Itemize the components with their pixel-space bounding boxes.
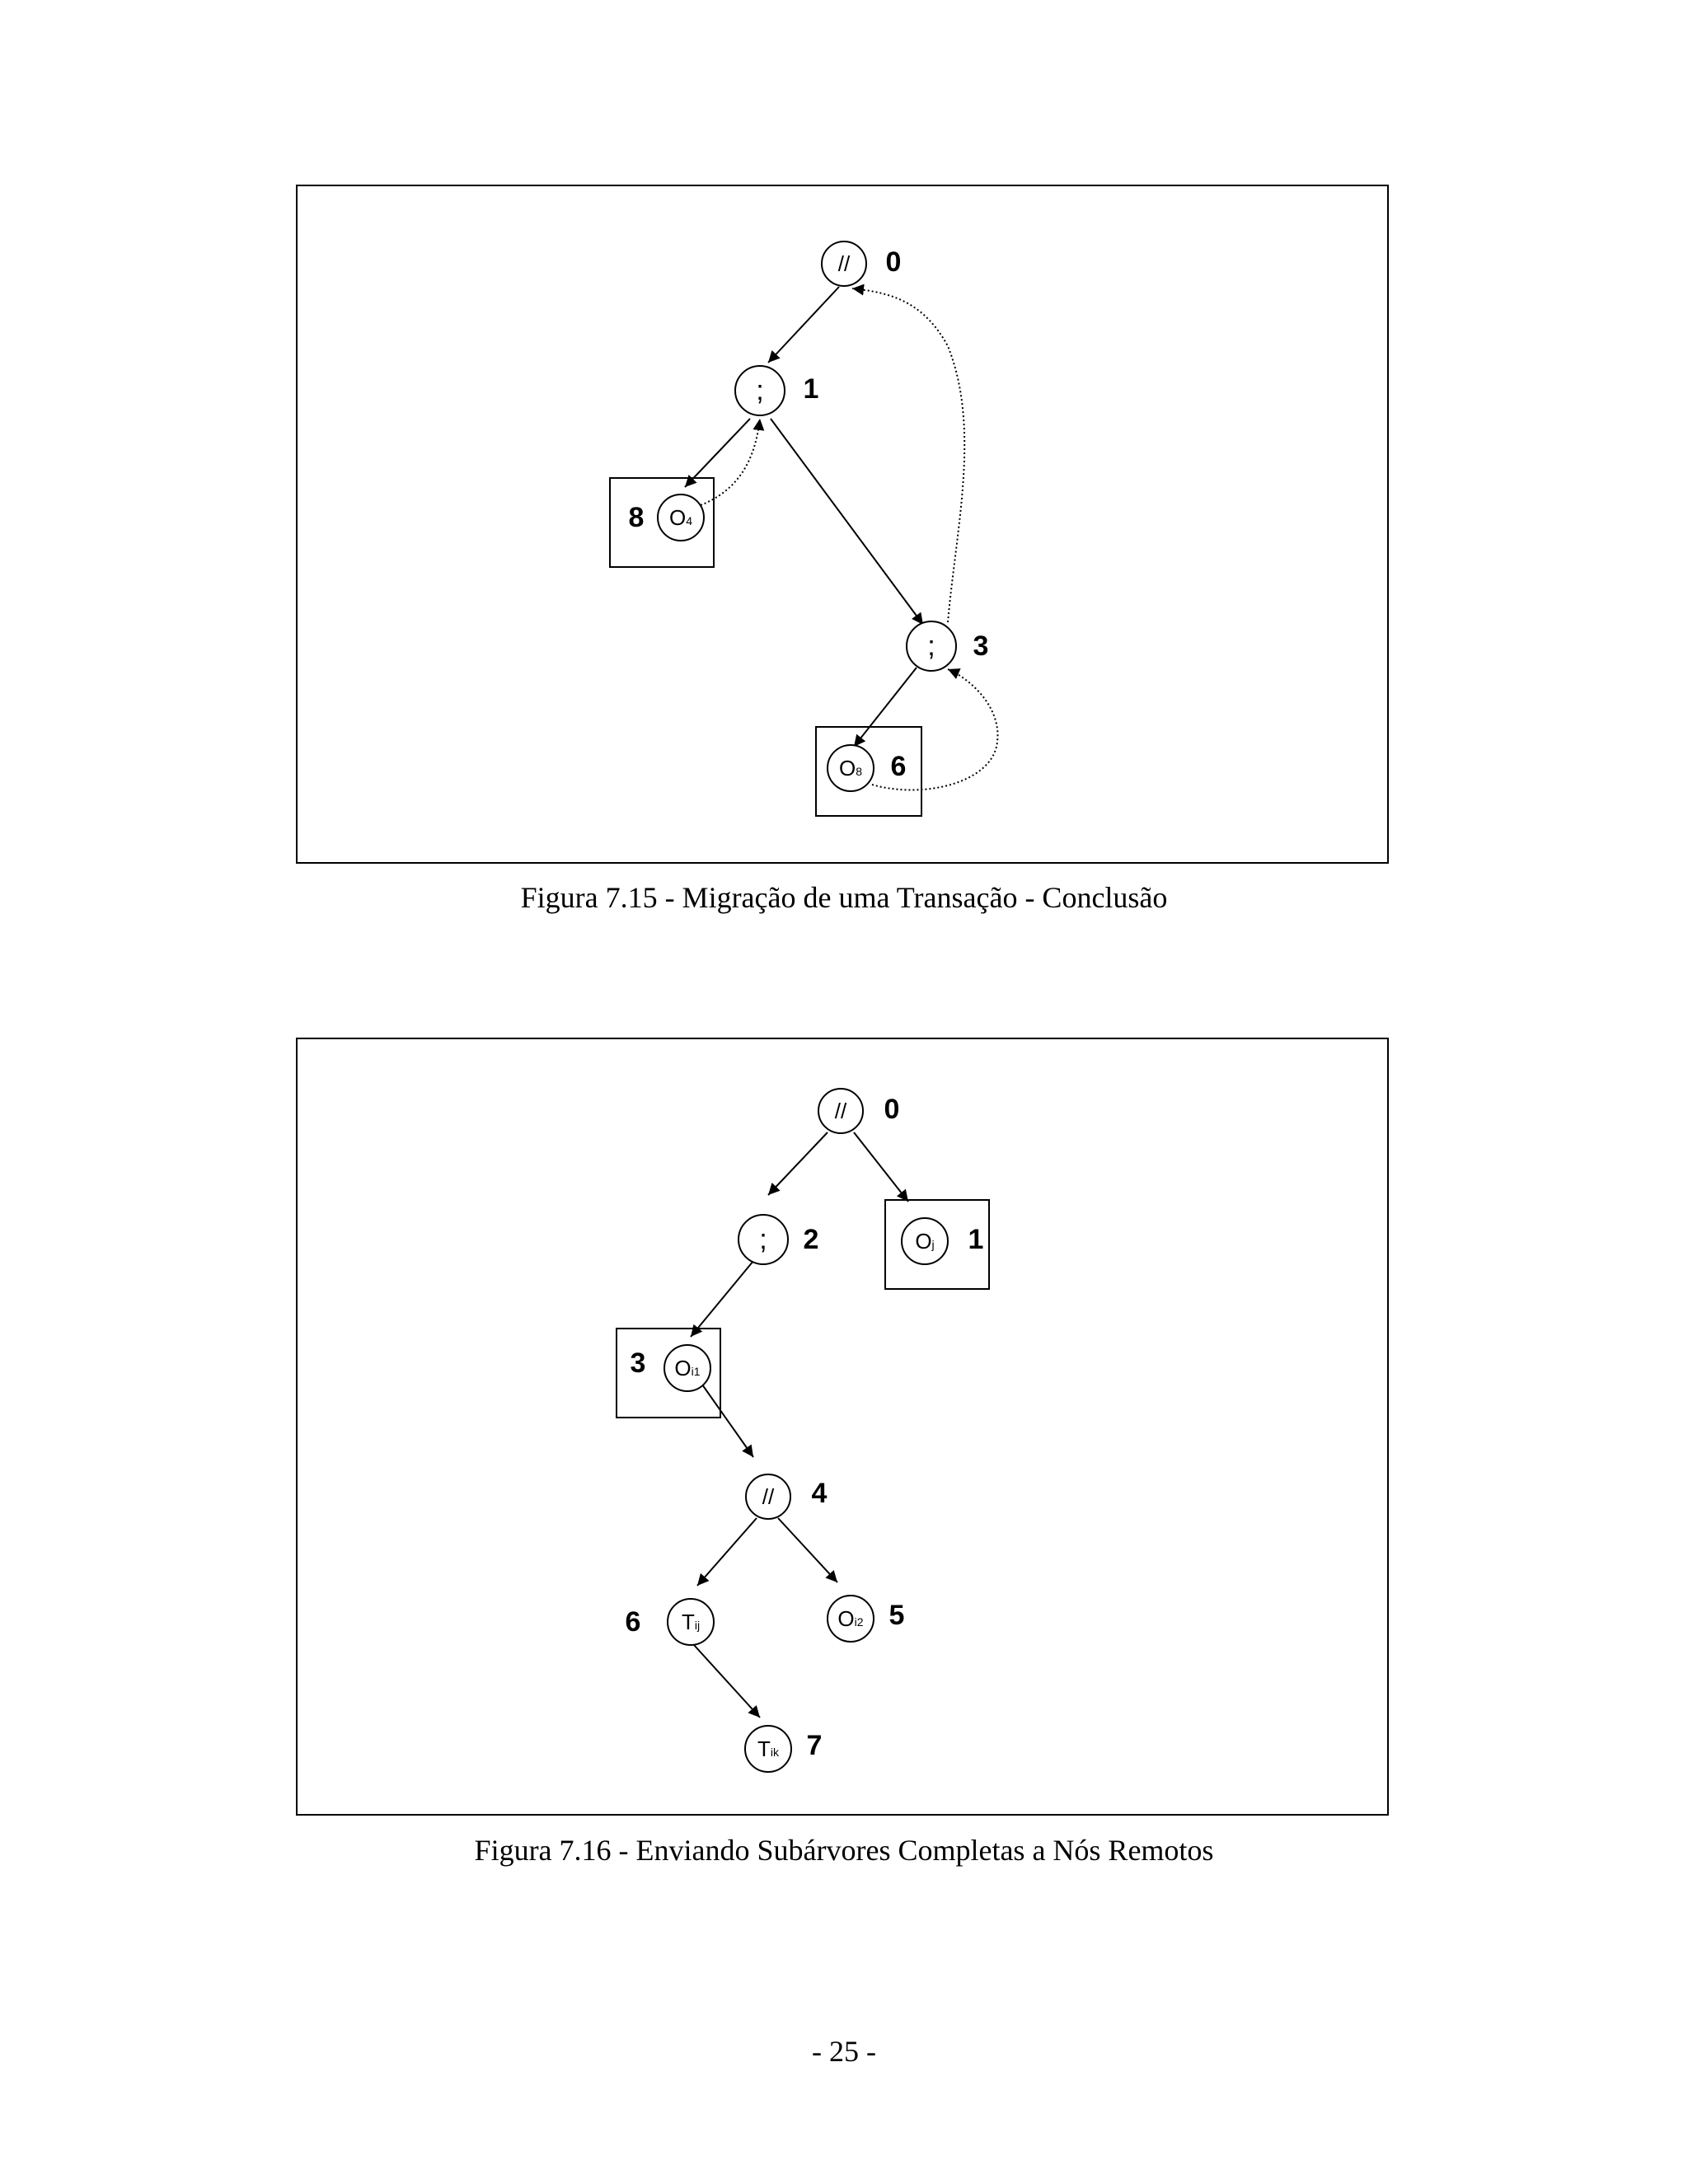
- edge-6-7: [694, 1645, 760, 1718]
- node-3-symbol: ;: [927, 630, 935, 662]
- edge-3-4: [702, 1385, 753, 1457]
- figure-7-15: [297, 185, 1388, 863]
- figure-7-16-caption: Figura 7.16 - Enviando Subárvores Completas a Nós Remotos: [474, 1834, 1214, 1867]
- node-7-symbol: Tik: [757, 1736, 780, 1761]
- node-6-label: 6: [625, 1606, 641, 1638]
- node-0-label: 0: [884, 1094, 900, 1125]
- figure-7-16: [297, 1038, 1388, 1815]
- node-8-label: 8: [628, 502, 645, 533]
- node-4-symbol: //: [762, 1484, 775, 1509]
- node-4-label: 4: [811, 1478, 828, 1509]
- node-3-symbol: Oi1: [674, 1356, 701, 1380]
- node-1-label: 1: [968, 1224, 984, 1255]
- edge-4-5: [778, 1518, 837, 1582]
- figure-frame: [297, 1038, 1388, 1815]
- edge-0-1: [854, 1132, 908, 1202]
- node-0-symbol: //: [834, 1099, 847, 1123]
- edge-4-6: [697, 1518, 757, 1586]
- edge-0-2: [768, 1132, 828, 1195]
- node-8-symbol: O4: [668, 505, 693, 530]
- node-3-label: 3: [973, 630, 989, 662]
- figure-7-15-caption: Figura 7.15 - Migração de uma Transação - Conclusão: [520, 881, 1168, 914]
- node-5-symbol: Oi2: [837, 1606, 864, 1631]
- page-number: - 25 -: [812, 2035, 876, 2068]
- node-1-symbol: ;: [756, 375, 764, 406]
- node-5-label: 5: [889, 1600, 905, 1631]
- node-2-label: 2: [803, 1224, 819, 1255]
- edge-2-3: [691, 1261, 753, 1337]
- dotted-3-0: [852, 288, 964, 622]
- node-3-label: 3: [630, 1347, 646, 1379]
- node-6-label: 6: [890, 751, 907, 782]
- node-0-symbol: //: [837, 251, 851, 276]
- node-1-label: 1: [803, 373, 819, 405]
- edge-1-3: [771, 419, 923, 625]
- node-6-symbol: O8: [838, 756, 863, 780]
- edge-0-1: [768, 287, 839, 363]
- edge-3-6: [854, 668, 917, 747]
- node-1-symbol: Oj: [915, 1229, 935, 1254]
- node-0-label: 0: [885, 246, 902, 278]
- edge-1-8: [685, 419, 750, 487]
- node-7-label: 7: [806, 1730, 823, 1761]
- node-6-symbol: Tij: [681, 1610, 701, 1634]
- node-2-symbol: ;: [759, 1224, 767, 1255]
